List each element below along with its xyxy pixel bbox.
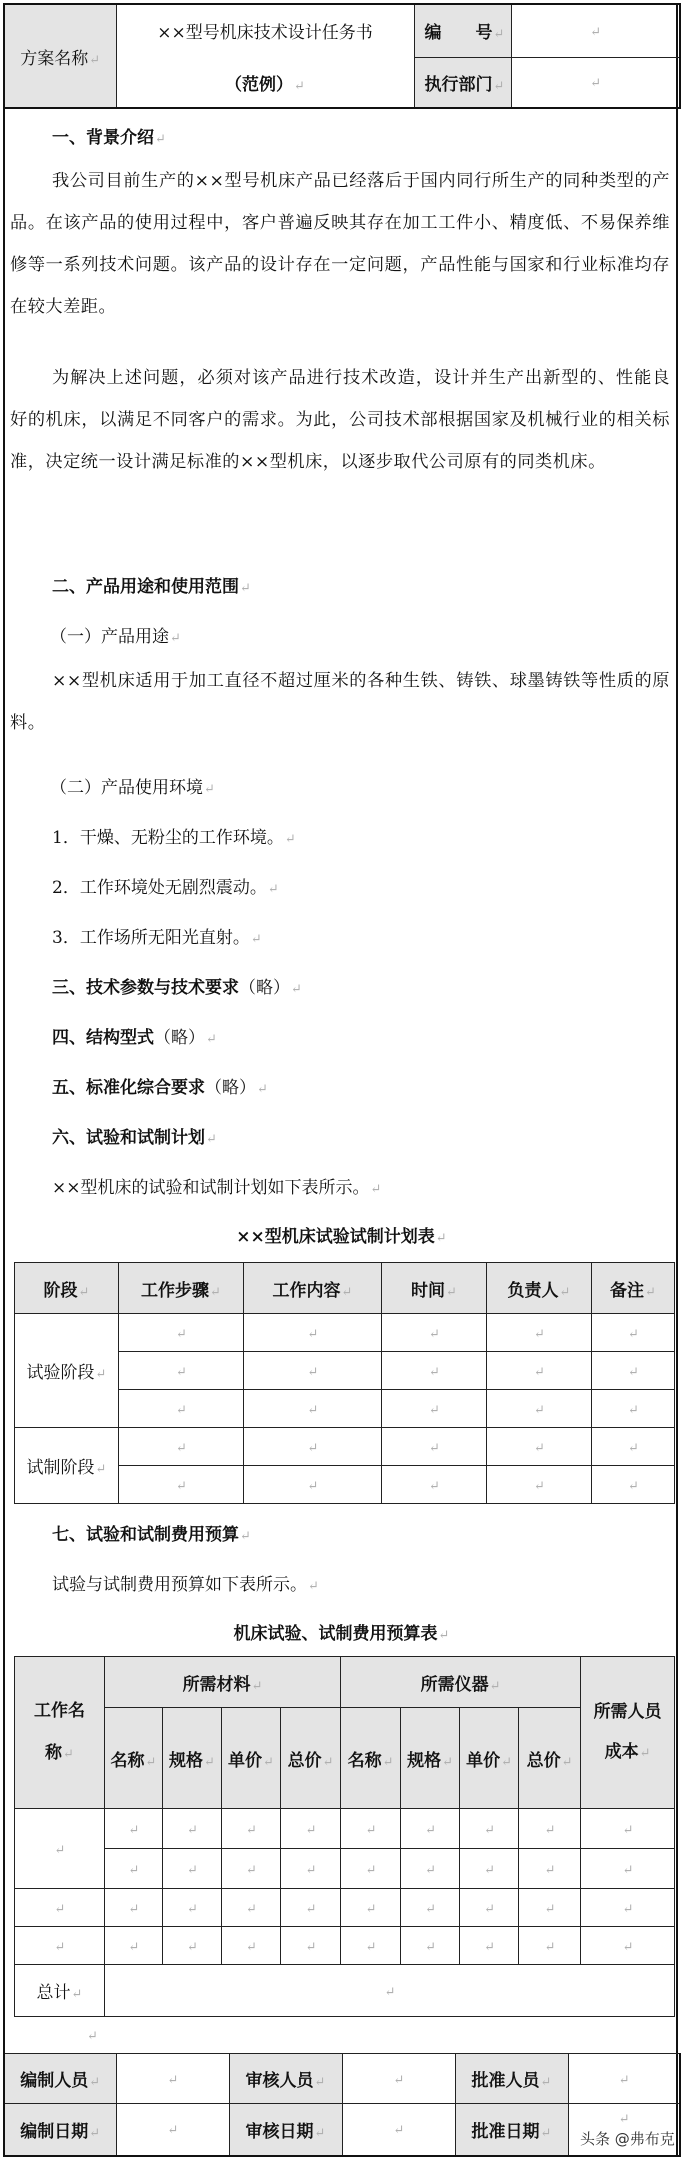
budget-sub-header: 总价↵ [519,1708,581,1809]
plan-cell[interactable]: ↵ [487,1352,592,1390]
budget-cell[interactable]: ↵ [163,1809,222,1849]
budget-cell[interactable]: ↵ [341,1849,401,1889]
budget-table [14,1656,675,2017]
plan-cell[interactable]: ↵ [382,1314,487,1352]
section-7-paragraph: 试验与试制费用预算如下表所示。↵ [52,1575,319,1595]
budget-cell[interactable]: ↵ [401,1849,460,1889]
budget-sub-header: 规格↵ [163,1708,222,1809]
budget-total-label: 总计↵ [15,1965,105,2017]
plan-cell[interactable]: ↵ [592,1428,675,1466]
budget-cell[interactable]: ↵ [519,1889,581,1927]
budget-cell[interactable]: ↵ [460,1889,519,1927]
section-5-heading: 五、标准化综合要求（略）↵ [52,1078,268,1098]
plan-cell[interactable]: ↵ [592,1314,675,1352]
plan-table-header-row [15,1263,675,1314]
budget-sub-header: 规格↵ [401,1708,460,1809]
plan-cell[interactable]: ↵ [244,1352,382,1390]
table-row [15,1927,675,1965]
plan-table [14,1262,675,1504]
budget-header-row-1 [15,1657,675,1708]
department-label: 执行部门↵ [414,57,511,108]
env-item-2: 2．工作环境处无剧烈震动。↵ [52,878,279,898]
budget-cell[interactable]: ↵ [519,1927,581,1965]
plan-cell[interactable]: ↵ [487,1390,592,1428]
reviewed-by-label: 审核人员↵ [229,2054,342,2104]
budget-sub-header: 总价↵ [281,1708,341,1809]
section-1-paragraph-2: 为解决上述问题，必须对该产品进行技术改造，设计并生产出新型的、性能良好的机床，以满足不同客户的需求。为此，公司技术部根据国家及机械行业的相关标准，决定统一设计满足标准的××型机床，以逐步取代公司原有的同类机床。 [10,368,670,472]
budget-cell[interactable]: ↵ [581,1849,675,1889]
budget-cell[interactable]: ↵ [460,1849,519,1889]
compiled-by-field[interactable]: ↵ [116,2054,229,2104]
plan-cell[interactable]: ↵ [382,1352,487,1390]
budget-cell[interactable]: ↵ [401,1889,460,1927]
plan-cell[interactable]: ↵ [592,1352,675,1390]
section-7-heading: 七、试验和试制费用预算↵ [52,1525,251,1545]
header-table [3,3,681,109]
compiled-date-label: 编制日期↵ [4,2104,116,2156]
budget-cell[interactable]: ↵ [222,1809,281,1849]
stage-trial-production: 试制阶段↵ [15,1428,119,1504]
plan-cell[interactable]: ↵ [244,1466,382,1504]
budget-cell[interactable]: ↵ [281,1809,341,1849]
plan-cell[interactable]: ↵ [487,1314,592,1352]
budget-cell[interactable]: ↵ [341,1889,401,1927]
doc-title-line1: ××型号机床技术设计任务书 [116,4,414,57]
number-field[interactable]: ↵ [511,4,680,57]
budget-cell[interactable]: ↵ [460,1809,519,1849]
budget-header-instruments: 所需仪器↵ [341,1657,581,1708]
budget-cell[interactable]: ↵ [460,1927,519,1965]
budget-cell[interactable]: ↵ [222,1927,281,1965]
budget-cell[interactable]: ↵ [163,1889,222,1927]
plan-cell[interactable]: ↵ [119,1390,244,1428]
budget-cell[interactable]: ↵ [105,1927,163,1965]
budget-cell[interactable]: ↵ [15,1889,105,1927]
budget-cell[interactable]: ↵ [281,1927,341,1965]
budget-cell[interactable]: ↵ [15,1927,105,1965]
budget-header-row-2 [15,1708,675,1809]
plan-cell[interactable]: ↵ [382,1390,487,1428]
plan-header-content: 工作内容↵ [244,1263,382,1314]
doc-title-line2: （范例）↵ [116,57,414,108]
table-row [15,1849,675,1889]
budget-sub-header: 单价↵ [460,1708,519,1809]
plan-cell[interactable]: ↵ [244,1428,382,1466]
section-3-heading: 三、技术参数与技术要求（略）↵ [52,978,302,998]
plan-cell[interactable]: ↵ [244,1314,382,1352]
reviewed-by-field[interactable]: ↵ [342,2054,455,2104]
budget-cell[interactable]: ↵ [105,1889,163,1927]
budget-header-labor-cost: 所需人员成本↵ [581,1657,675,1809]
section-2-heading: 二、产品用途和使用范围↵ [52,577,251,597]
budget-sub-header: 单价↵ [222,1708,281,1809]
budget-cell[interactable]: ↵ [15,1809,105,1889]
budget-table-caption: 机床试验、试制费用预算表↵ [233,1624,450,1644]
budget-cell[interactable]: ↵ [222,1889,281,1927]
section-4-heading: 四、结构型式（略）↵ [52,1028,217,1048]
budget-cell[interactable]: ↵ [163,1849,222,1889]
budget-total-value[interactable]: ↵ [105,1965,675,2017]
env-item-1: 1．干燥、无粉尘的工作环境。↵ [52,828,296,848]
budget-cell[interactable]: ↵ [519,1809,581,1849]
budget-cell[interactable]: ↵ [105,1809,163,1849]
plan-cell[interactable]: ↵ [487,1428,592,1466]
department-field[interactable]: ↵ [511,57,680,108]
plan-header-time: 时间↵ [382,1263,487,1314]
budget-cell[interactable]: ↵ [401,1927,460,1965]
budget-header-materials: 所需材料↵ [105,1657,341,1708]
approved-by-field[interactable]: ↵ [568,2054,680,2104]
plan-cell[interactable]: ↵ [119,1352,244,1390]
section-2-sub-1: （一）产品用途↵ [50,627,181,647]
budget-cell[interactable]: ↵ [341,1809,401,1849]
reviewed-date-label: 审核日期↵ [229,2104,342,2156]
budget-cell[interactable]: ↵ [581,1889,675,1927]
budget-cell[interactable]: ↵ [341,1927,401,1965]
budget-sub-header: 名称↵ [105,1708,163,1809]
budget-cell[interactable]: ↵ [519,1849,581,1889]
section-1-paragraph-1: 我公司目前生产的××型号机床产品已经落后于国内同行所生产的同种类型的产品。在该产品的使用过程中，客户普遍反映其存在加工工件小、精度低、不易保养维修等一系列技术问题。该产品的设计存在一定问题，产品性能与国家和行业标准均存在较大差距。 [10,171,670,317]
table-row [15,1809,675,1849]
plan-header-stage: 阶段↵ [15,1263,119,1314]
budget-total-row [15,1965,675,2017]
budget-sub-header: 名称↵ [341,1708,401,1809]
plan-cell[interactable]: ↵ [119,1314,244,1352]
plan-cell[interactable]: ↵ [487,1466,592,1504]
plan-cell[interactable]: ↵ [382,1428,487,1466]
plan-cell[interactable]: ↵ [119,1466,244,1504]
approved-by-label: 批准人员↵ [455,2054,568,2104]
plan-table-caption: ××型机床试验试制计划表↵ [236,1227,447,1247]
table-row [15,1314,675,1352]
number-label: 编 号↵ [414,4,511,57]
plan-cell[interactable]: ↵ [592,1466,675,1504]
stage-trial: 试验阶段↵ [15,1314,119,1428]
plan-header-remarks: 备注↵ [592,1263,675,1314]
section-1-heading: 一、背景介绍↵ [52,128,166,148]
table-row [15,1428,675,1466]
budget-cell[interactable]: ↵ [281,1849,341,1889]
plan-cell[interactable]: ↵ [244,1390,382,1428]
section-6-heading: 六、试验和试制计划↵ [52,1128,217,1148]
section-2-sub-2: （二）产品使用环境↵ [50,778,215,798]
section-6-paragraph: ××型机床的试验和试制计划如下表所示。↵ [52,1178,382,1198]
plan-cell[interactable]: ↵ [382,1466,487,1504]
env-item-3: 3．工作场所无阳光直射。↵ [52,928,262,948]
plan-header-owner: 负责人↵ [487,1263,592,1314]
budget-cell[interactable]: ↵ [401,1809,460,1849]
plan-cell[interactable]: ↵ [119,1428,244,1466]
plan-cell[interactable]: ↵ [592,1390,675,1428]
approved-date-label: 批准日期↵ [455,2104,568,2156]
budget-cell[interactable]: ↵ [581,1927,675,1965]
budget-cell[interactable]: ↵ [581,1809,675,1849]
compiled-date-field[interactable]: ↵ [116,2104,229,2156]
approved-date-field[interactable]: ↵ [568,2104,680,2156]
budget-cell[interactable]: ↵ [163,1927,222,1965]
empty-paragraph-mark: ↵ [87,2029,98,2044]
budget-cell[interactable]: ↵ [281,1889,341,1927]
plan-header-step: 工作步骤↵ [119,1263,244,1314]
section-2-paragraph: ××型机床适用于加工直径不超过厘米的各种生铁、铸铁、球墨铸铁等性质的原料。 [10,671,670,733]
scheme-name-label: 方案名称↵ [4,4,116,108]
budget-header-work-name: 工作名称↵ [15,1657,105,1809]
reviewed-date-field[interactable]: ↵ [342,2104,455,2156]
table-row [15,1889,675,1927]
watermark: 头条 @弗布克 [580,2130,675,2148]
budget-cell[interactable]: ↵ [222,1849,281,1889]
budget-cell[interactable]: ↵ [105,1849,163,1889]
compiled-by-label: 编制人员↵ [4,2054,116,2104]
